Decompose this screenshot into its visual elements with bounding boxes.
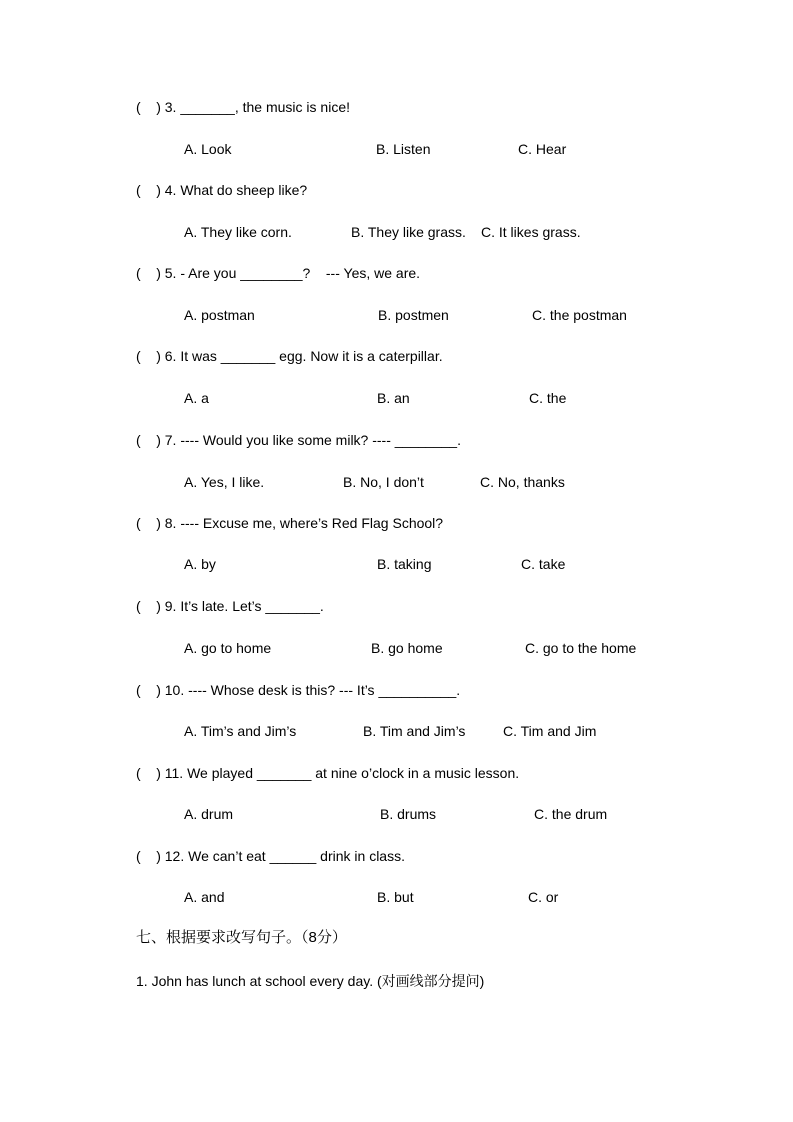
option-c: C. go to the home <box>525 640 637 656</box>
option-b: B. Tim and Jim’s <box>363 723 466 739</box>
option-c: C. the postman <box>532 307 627 323</box>
option-a: A. drum <box>184 806 234 822</box>
option-a: A. Tim’s and Jim’s <box>184 723 297 739</box>
option-b: B. drums <box>380 806 437 822</box>
option-c: C. Hear <box>518 141 567 157</box>
rewrite-item-1: 1. John has lunch at school every day. (对画线部分提问) <box>136 973 485 989</box>
question-6: ( ) 6. It was _______ egg. Now it is a caterpillar. <box>136 348 443 364</box>
option-c: C. Tim and Jim <box>503 723 597 739</box>
question-7: ( ) 7. ---- Would you like some milk? ---- ________. <box>136 432 461 448</box>
option-a: A. They like corn. <box>184 224 292 240</box>
option-b: B. an <box>377 390 410 406</box>
option-a: A. Yes, I like. <box>184 474 265 490</box>
question-3: ( ) 3. _______, the music is nice! <box>136 99 350 115</box>
section-heading: 七、根据要求改写句子。（8分） <box>136 929 347 946</box>
option-c: C. take <box>521 556 566 572</box>
option-b: B. They like grass. <box>351 224 466 240</box>
option-b: B. No, I don’t <box>343 474 424 490</box>
question-9: ( ) 9. It’s late. Let’s _______. <box>136 598 324 614</box>
option-b: B. Listen <box>376 141 431 157</box>
option-c: C. or <box>528 889 559 905</box>
option-c: C. No, thanks <box>480 474 565 490</box>
option-c: C. the <box>529 390 567 406</box>
option-b: B. postmen <box>378 307 449 323</box>
option-b: B. go home <box>371 640 443 656</box>
question-8: ( ) 8. ---- Excuse me, where’s Red Flag School? <box>136 515 444 531</box>
question-5: ( ) 5. - Are you ________? --- Yes, we are. <box>136 265 421 281</box>
option-a: A. postman <box>184 307 255 323</box>
option-a: A. Look <box>184 141 232 157</box>
option-a: A. go to home <box>184 640 272 656</box>
question-12: ( ) 12. We can’t eat ______ drink in class. <box>136 848 405 864</box>
option-a: A. a <box>184 390 209 406</box>
option-a: A. and <box>184 889 225 905</box>
option-a: A. by <box>184 556 216 572</box>
option-c: C. the drum <box>534 806 608 822</box>
option-c: C. It likes grass. <box>481 224 581 240</box>
option-b: B. taking <box>377 556 432 572</box>
question-10: ( ) 10. ---- Whose desk is this? --- It’s __________. <box>136 682 461 698</box>
question-11: ( ) 11. We played _______ at nine o’clock in a music lesson. <box>136 765 520 781</box>
question-4: ( ) 4. What do sheep like? <box>136 182 308 198</box>
option-b: B. but <box>377 889 414 905</box>
